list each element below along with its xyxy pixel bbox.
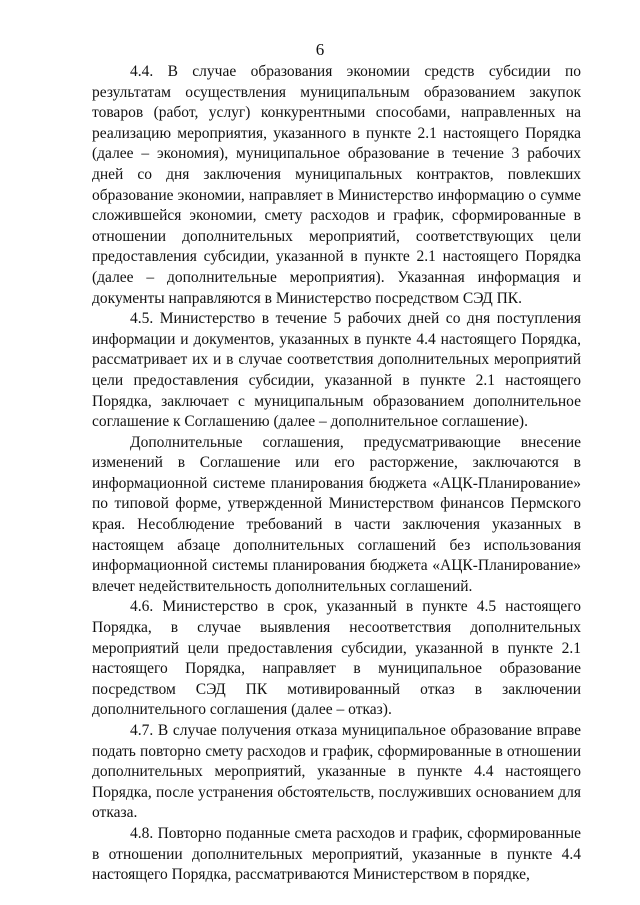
page-number: 6 xyxy=(315,40,325,59)
paragraph-4-8: 4.8. Повторно поданные смета расходов и график, сформированные в отношении дополнительных мероприятий, указанные в пункте 4.4 настоящего Порядка, рассматриваются Министерством в порядке, xyxy=(92,824,581,884)
paragraph-4-6: 4.6. Министерство в срок, указанный в пункте 4.5 настоящего Порядка, в случае выявления несоответствия дополнительных мероприятий цели предоставления субсидии, указанной в пункте 2.1 настоящего Порядка, направляет в муниципальное образование посредством СЭД ПК мотивированный отказ в заключении дополнительного соглашения (далее – отказ). xyxy=(92,598,581,719)
paragraph-additional-agreements: Дополнительные соглашения, предусматривающие внесение изменений в Соглашение или его расторжение, заключаются в информационной системе планирования бюджета «АЦК-Планирование» по типовой форме, утвержденной Министерством финансов Пермского края. Несоблюдение требований в части заключения указанных в настоящем абзаце дополнительных соглашений без использования информационной системы планирования бюджета «АЦК-Планирование» влечет недействительность дополнительных соглашений. xyxy=(92,433,581,595)
document-body xyxy=(92,62,581,886)
paragraph-4-5: 4.5. Министерство в течение 5 рабочих дней со дня поступления информации и документов, указанных в пункте 4.4 настоящего Порядка, рассматривает их и в случае соответствия дополнительных мероприятий цели предоставления субсидии, указанной в пункте 2.1 настоящего Порядка, заключает с муниципальным образованием дополнительное соглашение к Соглашению (далее – дополнительное соглашение). xyxy=(92,310,581,431)
paragraph-4-7: 4.7. В случае получения отказа муниципальное образование вправе подать повторно смету расходов и график, сформированные в отношении дополнительных мероприятий, указанные в пункте 4.4 настоящего Порядка, после устранения обстоятельств, послуживших основанием для отказа. xyxy=(92,722,581,822)
paragraph-4-4: 4.4. В случае образования экономии средств субсидии по результатам осуществления муниципальным образованием закупок товаров (работ, услуг) конкурентными способами, направленных на реализацию мероприятия, указанного в пункте 2.1 настоящего Порядка (далее – экономия), муниципальное образование в течение 3 рабочих дней со дня заключения муниципальных контрактов, повлекших образование экономии, направляет в Министерство информацию о сумме сложившейся экономии, смету расходов и график, сформированные в отношении дополнительных мероприятий, соответствующих цели предоставления субсидии, указанной в пункте 2.1 настоящего Порядка (далее – дополнительные мероприятия). Указанная информация и документы направляются в Министерство посредством СЭД ПК. xyxy=(92,63,581,307)
